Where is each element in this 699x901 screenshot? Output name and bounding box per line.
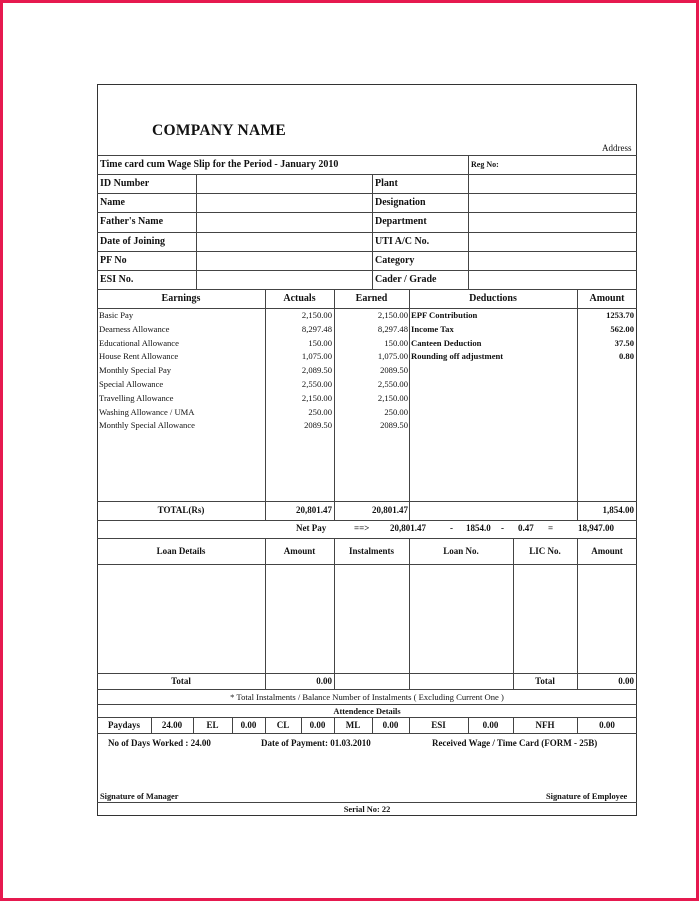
lic-total-amount: 0.00 [618,676,634,686]
table-rule [97,717,637,718]
actuals-header: Actuals [283,293,316,304]
deduction-names [411,309,503,364]
el-label: EL [206,720,219,730]
table-rule [97,270,637,271]
table-rule [409,289,410,520]
esi-label: ESI [431,720,446,730]
earning-name: Travelling Allowance [99,392,174,403]
table-rule [97,564,637,565]
deduction-name: Income Tax [411,323,454,334]
deduction-name: EPF Contribution [411,310,478,320]
reg-no-label: Reg No: [471,160,499,169]
earning-actual: 8,297.48 [301,323,332,334]
loan-amount-header: Amount [283,546,316,556]
earnings-actuals [265,309,332,433]
pf-no-label: PF No [100,255,127,266]
earning-actual: 2,089.50 [301,365,332,376]
plant-label: Plant [375,178,398,189]
deduction-amounts [577,309,634,364]
loan-total-label: Total [171,676,191,686]
earning-earned: 2,550.00 [377,378,408,389]
earning-name: House Rent Allowance [99,351,179,362]
table-rule [97,704,637,705]
table-rule [265,538,266,689]
net-pay-rounding: 0.47 [518,523,534,533]
net-pay-minus-2: - [501,523,504,533]
table-rule [97,289,637,290]
table-rule [97,155,637,156]
net-pay-minus: - [450,523,453,533]
attendance-title: Attendence Details [333,707,401,716]
earning-actual: 250.00 [308,406,332,417]
table-rule [97,538,637,539]
loan-no-header: Loan No. [443,546,479,556]
manager-signature-label: Signature of Manager [100,792,179,801]
table-rule [577,538,578,689]
earning-earned: 150.00 [384,337,408,348]
earning-actual: 2,150.00 [301,310,332,320]
deduction-amount: 1253.70 [606,310,634,320]
nfh-value: 0.00 [599,720,615,730]
deduction-name: Rounding off adjustment [411,351,504,362]
uti-account-label: UTI A/C No. [375,236,430,247]
lic-amount-header: Amount [591,546,623,556]
earning-name: Monthly Special Allowance [99,420,195,431]
earning-name: Educational Allowance [99,337,179,348]
earning-actual: 2,150.00 [301,392,332,403]
earnings-header: Earnings [161,293,201,304]
deduction-amount-header: Amount [589,293,625,304]
ml-label: ML [345,720,361,730]
earning-earned: 250.00 [384,406,408,417]
instalments-header: Instalments [348,546,394,556]
earned-header: Earned [355,293,388,304]
company-name: COMPANY NAME [152,122,287,139]
instalments-note: * Total Instalments / Balance Number of Instalments ( Excluding Current One ) [230,692,504,702]
net-pay-deductions: 1854.0 [466,523,491,533]
payment-date: Date of Payment: 01.03.2010 [261,738,371,748]
earning-actual: 2089.50 [304,420,332,431]
net-pay-label: Net Pay [296,523,327,533]
loan-details-header: Loan Details [156,546,206,556]
earnings-names [99,309,195,433]
fathers-name-label: Father's Name [100,216,164,227]
ml-value: 0.00 [382,720,399,730]
earning-name: Dearness Allowance [99,323,170,334]
totals-label: TOTAL(Rs) [157,505,205,515]
table-rule [372,174,373,289]
table-rule [97,174,637,175]
totals-actuals: 20,801.47 [296,505,332,515]
paydays-value: 24.00 [161,720,183,730]
el-value: 0.00 [240,720,257,730]
paydays-label: Paydays [107,720,140,730]
deduction-amount: 0.80 [618,351,634,362]
earning-actual: 2,550.00 [301,378,332,389]
earning-earned: 2089.50 [380,420,408,431]
name-label: Name [100,197,125,208]
deductions-header: Deductions [469,293,517,304]
table-rule [97,733,637,734]
earning-earned: 2,150.00 [377,310,408,320]
earning-name: Special Allowance [99,378,164,389]
table-rule [97,802,637,803]
table-rule [196,174,197,289]
totals-deductions: 1,854.00 [602,505,634,515]
table-rule [468,155,469,289]
table-rule [334,538,335,689]
lic-total-label: Total [535,676,555,686]
earning-actual: 150.00 [308,337,332,348]
table-rule [97,673,637,674]
earning-earned: 2089.50 [380,365,408,376]
id-number-label: ID Number [100,178,150,189]
table-rule [97,212,637,213]
cl-value: 0.00 [309,720,326,730]
net-pay-gross: 20,801.47 [390,523,426,533]
earning-name: Washing Allowance / UMA [99,406,195,417]
table-rule [97,520,637,521]
deduction-amount: 562.00 [610,323,634,334]
table-rule [409,538,410,689]
department-label: Department [375,216,427,227]
table-rule [97,501,637,502]
table-rule [97,193,637,194]
cl-label: CL [276,720,290,730]
received-wage-note: Received Wage / Time Card (FORM - 25B) [432,738,598,748]
earning-earned: 2,150.00 [377,392,408,403]
lic-no-header: LIC No. [529,546,561,556]
company-address: Address [602,143,632,153]
serial-number: Serial No: 22 [343,805,391,814]
employee-signature-label: Signature of Employee [546,792,628,801]
earning-name: Monthly Special Pay [99,365,172,376]
totals-earned: 20,801.47 [372,505,408,515]
earnings-earned [334,309,408,433]
table-rule [97,689,637,690]
table-rule [513,538,514,689]
earning-earned: 8,297.48 [377,323,408,334]
loan-total-amount: 0.00 [316,676,332,686]
cader-grade-label: Cader / Grade [375,274,437,285]
slip-title: Time card cum Wage Slip for the Period - January 2010 [100,159,339,170]
deduction-name: Canteen Deduction [411,337,482,348]
category-label: Category [375,255,415,266]
designation-label: Designation [375,197,426,208]
earning-earned: 1,075.00 [377,351,408,362]
days-worked: No of Days Worked : 24.00 [108,738,211,748]
table-rule [97,232,637,233]
table-rule [97,251,637,252]
net-pay-equals: = [548,523,554,533]
esi-value: 0.00 [482,720,499,730]
nfh-label: NFH [535,720,555,730]
earning-name: Basic Pay [99,310,134,320]
net-pay-amount: 18,947.00 [578,523,614,533]
earning-actual: 1,075.00 [301,351,332,362]
deduction-amount: 37.50 [614,337,634,348]
date-of-joining-label: Date of Joining [100,236,165,247]
net-pay-arrow: ==> [354,523,370,533]
esi-no-label: ESI No. [100,274,134,285]
